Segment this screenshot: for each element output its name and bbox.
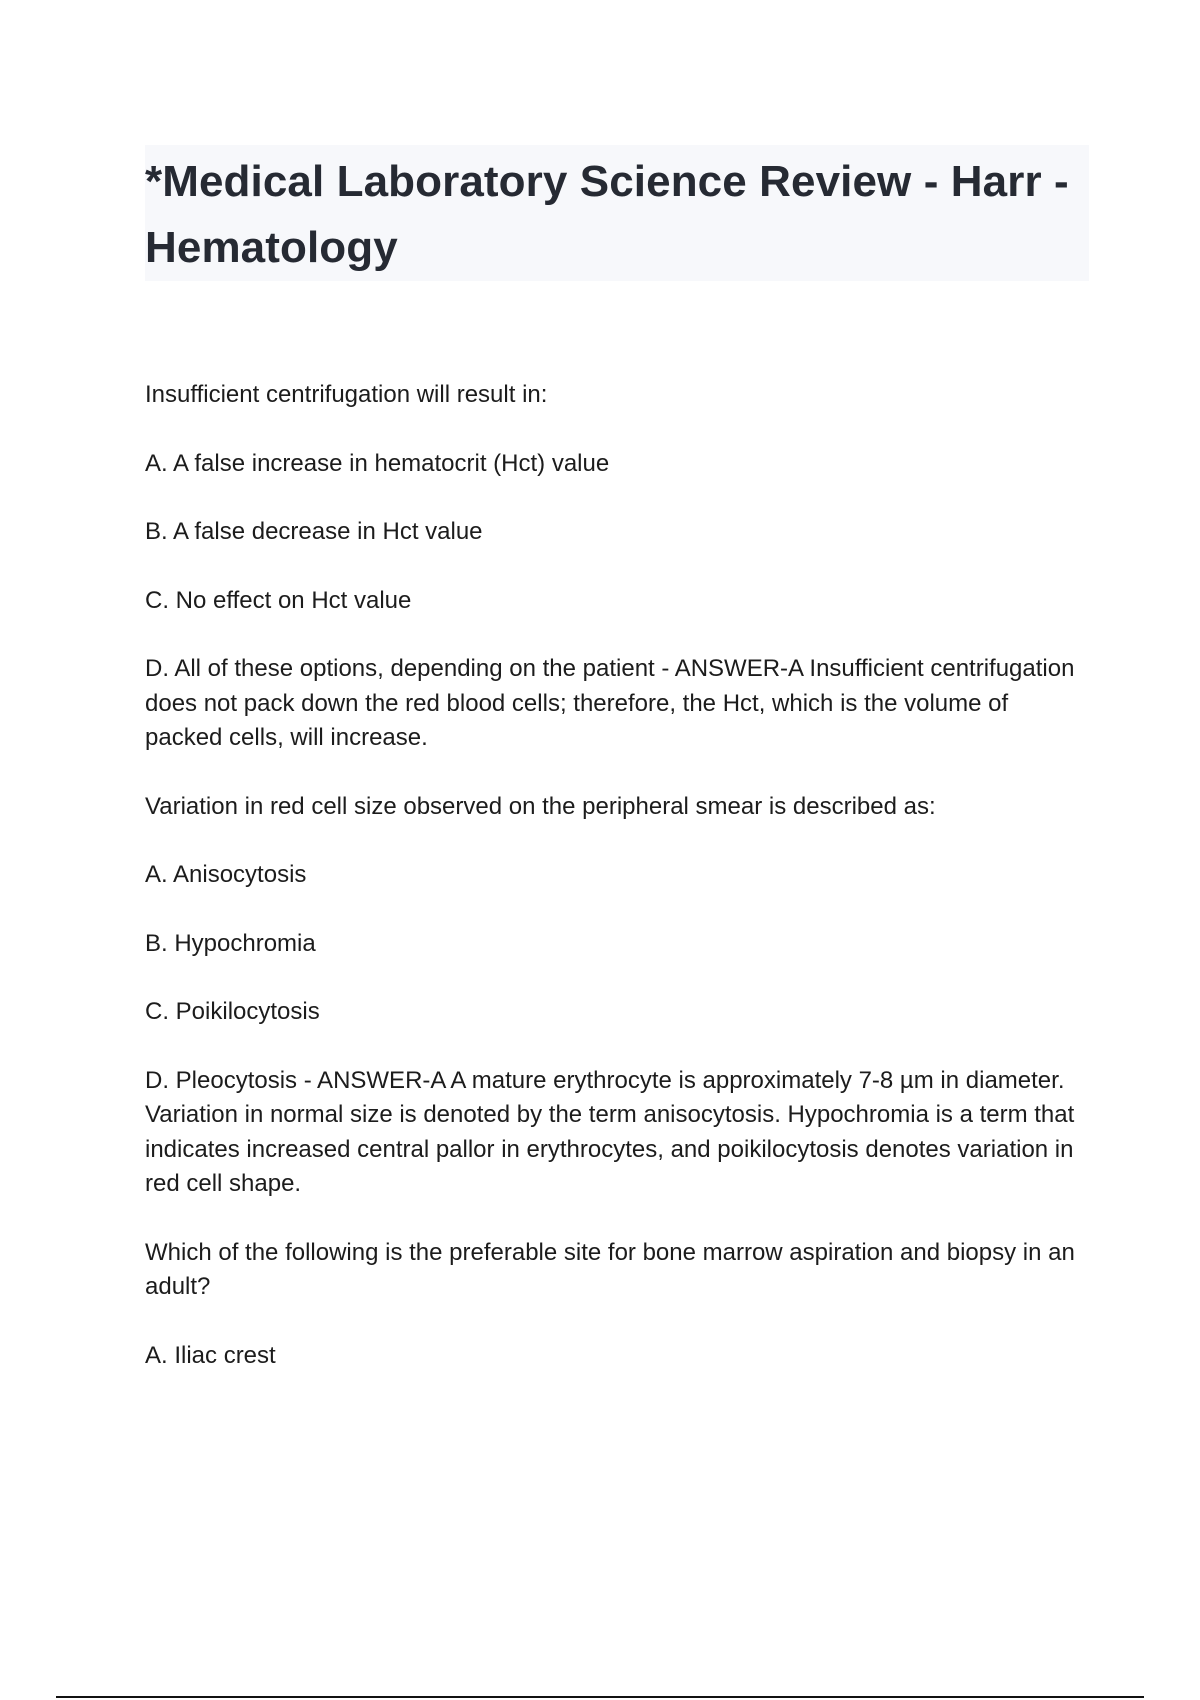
question-1-option-b: B. A false decrease in Hct value xyxy=(145,518,483,545)
question-2-stem: Variation in red cell size observed on the peripheral smear is described as: xyxy=(145,792,936,820)
bottom-divider xyxy=(56,1696,1144,1698)
question-2-option-a: A. Anisocytosis xyxy=(145,861,307,888)
question-2-option-b: B. Hypochromia xyxy=(145,929,316,957)
document-title: *Medical Laboratory Science Review - Harr - Hematology xyxy=(145,157,1069,272)
question-1-option-d-answer: D. All of these options, depending on the patient - ANSWER-A Insufficient centrifugation does not pack down the red blood cells; therefore, the Hct, which is the volume of packed cells, will increase. xyxy=(145,655,1075,751)
question-1-option-a: A. A false increase in hematocrit (Hct) value xyxy=(145,449,610,477)
question-2-option-c: C. Poikilocytosis xyxy=(145,998,320,1025)
question-3-option-a: A. Iliac crest xyxy=(145,1341,276,1369)
document-body xyxy=(145,378,1089,1407)
question-1-option-c: C. No effect on Hct value xyxy=(145,586,412,614)
question-1-stem: Insufficient centrifugation will result in: xyxy=(145,381,548,408)
title-block xyxy=(145,145,1089,281)
question-2-option-d-answer: D. Pleocytosis - ANSWER-A A mature erythrocyte is approximately 7-8 µm in diameter. Variation in normal size is denoted by the term anisocytosis. Hypochromia is a term that indicates increased central pallor in erythrocytes, and poikilocytosis denotes variation in red cell shape. xyxy=(145,1066,1075,1197)
question-3-stem: Which of the following is the preferable site for bone marrow aspiration and biopsy in an adult? xyxy=(145,1238,1075,1300)
